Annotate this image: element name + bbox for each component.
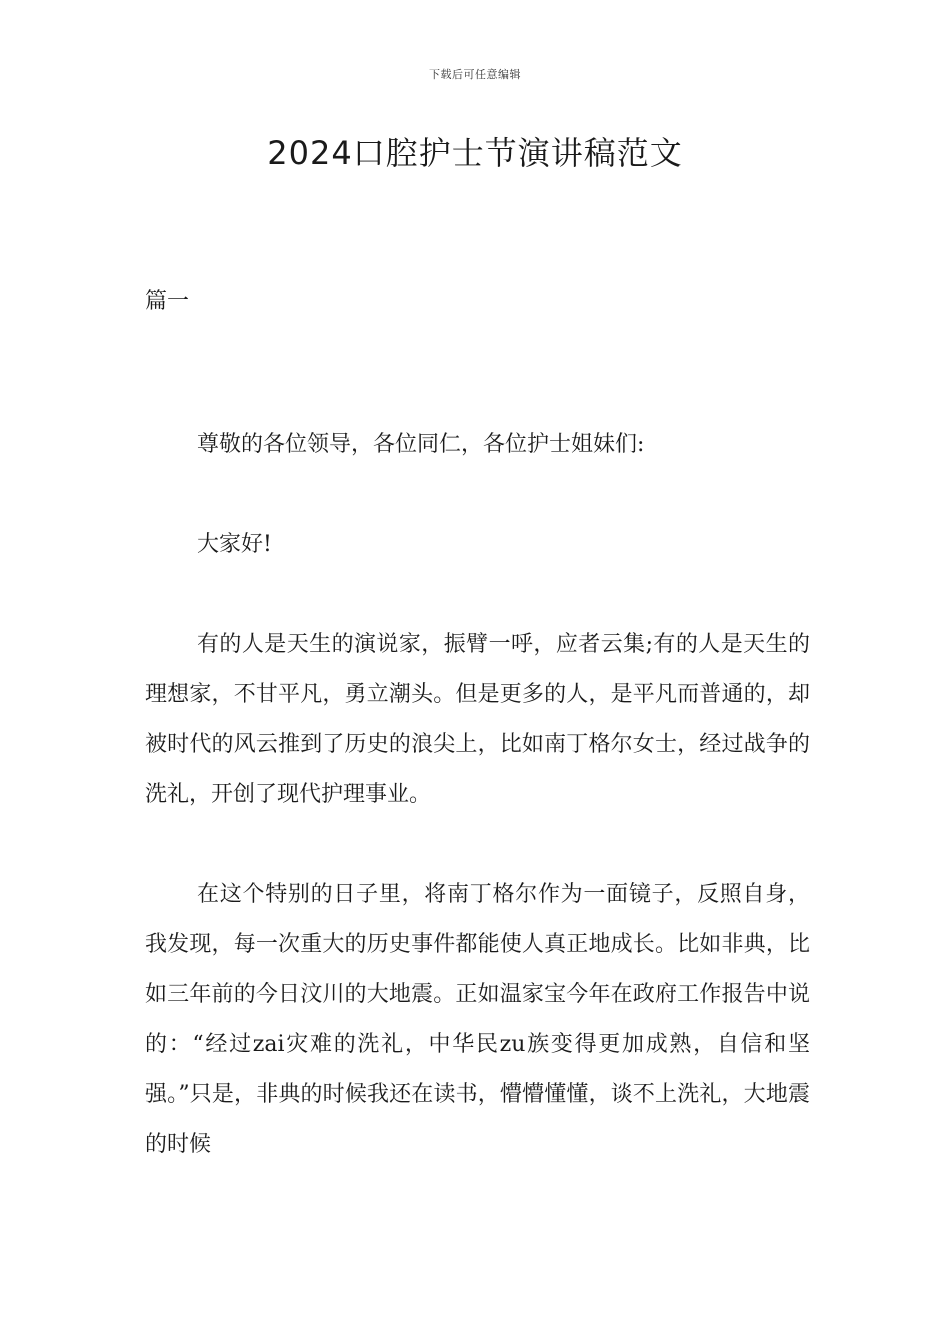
paragraph-salutation: 尊敬的各位领导，各位同仁，各位护士姐妹们:: [197, 432, 645, 457]
paragraph-body-1: 有的人是天生的演说家，振臂一呼，应者云集;有的人是天生的理想家，不甘平凡，勇立潮头。但是更多的人，是平凡而普通的，却被时代的风云推到了历史的浪尖上，比如南丁格尔女士，经过战争的洗礼，开创了现代护理事业。: [145, 632, 810, 807]
document-title: 2024口腔护士节演讲稿范文: [267, 134, 683, 172]
section-label: 篇一: [145, 289, 190, 314]
header-note: 下载后可任意编辑: [429, 68, 521, 81]
document-body: [145, 420, 810, 1220]
paragraph-greeting: 大家好!: [197, 532, 272, 557]
paragraph-body-2: 在这个特别的日子里，将南丁格尔作为一面镜子，反照自身，我发现，每一次重大的历史事件都能使人真正地成长。比如非典，比如三年前的今日汶川的大地震。正如温家宝今年在政府工作报告中说的：“经过zai灾难的洗礼，中华民zu族变得更加成熟，自信和坚强。”只是，非典的时候我还在读书，懵懵懂懂，谈不上洗礼，大地震的时候: [145, 882, 810, 1157]
